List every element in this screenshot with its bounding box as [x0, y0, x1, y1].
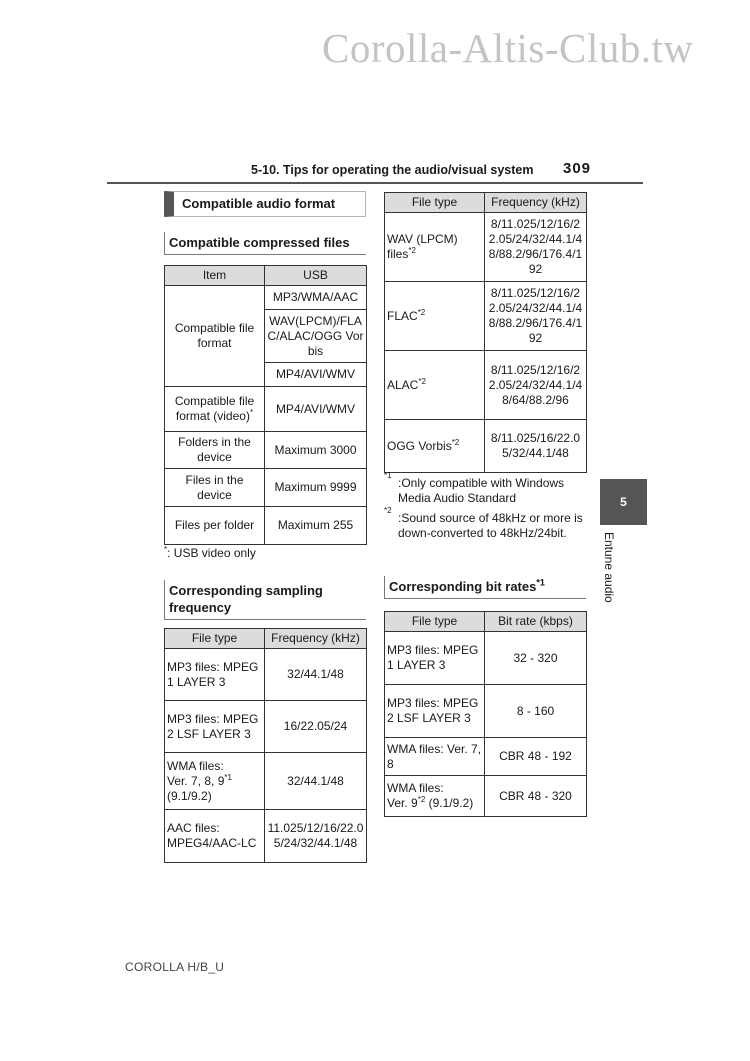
table-row — [165, 286, 367, 310]
file-type-cell — [385, 776, 485, 817]
file-type-text: (9.1/9.2) — [167, 788, 212, 803]
bit-rate-cell: 8 - 160 — [485, 685, 587, 738]
compressed-files-heading: Compatible compressed files — [164, 232, 366, 255]
file-type-cell: AAC files: MPEG4/AAC-LC — [165, 810, 265, 863]
footnote-mark: * — [249, 408, 254, 417]
footnote: *1 :Only compatible with Windows Media Audio Standard — [384, 476, 586, 506]
column-header: Item — [165, 266, 265, 286]
column-header: File type — [165, 629, 265, 649]
file-type-text: ALAC — [387, 377, 419, 392]
column-header: USB — [265, 266, 367, 286]
footnote-mark: *2 — [417, 795, 426, 804]
table-row — [165, 432, 367, 469]
file-type-cell — [385, 420, 485, 473]
watermark: Corolla-Altis-Club.tw — [322, 25, 694, 71]
table-row — [385, 632, 587, 685]
file-type-cell: MP3 files: MPEG 1 LAYER 3 — [165, 649, 265, 701]
table-row — [165, 810, 367, 863]
file-type-cell — [385, 213, 485, 282]
frequency-cell: 32/44.1/48 — [265, 753, 367, 810]
cell-value: Maximum 255 — [265, 507, 367, 545]
footnote-mark: *2 — [417, 307, 426, 317]
footnote-mark: *2 — [451, 437, 460, 447]
row-label — [165, 387, 265, 432]
column-header: Frequency (kHz) — [265, 629, 367, 649]
cell-value: Maximum 9999 — [265, 469, 367, 507]
file-type-text: WMA files: — [387, 781, 444, 795]
row-label-text: Compatible file format (video) — [174, 394, 255, 423]
footnote-text: :Only compatible with Windows Media Audio Standard — [398, 476, 565, 505]
frequency-cell: 8/11.025/12/16/22.05/24/32/44.1/48/64/88.2/96 — [485, 351, 587, 420]
chapter-label: Entune audio — [602, 532, 616, 603]
row-label: Compatible file format — [165, 286, 265, 387]
frequency-cell: 32/44.1/48 — [265, 649, 367, 701]
table-row — [165, 753, 367, 810]
page-number: 309 — [563, 160, 592, 177]
table-row — [385, 776, 587, 817]
file-type-text: (9.1/9.2) — [425, 796, 474, 810]
sampling-frequency-table — [164, 628, 367, 863]
table-row — [165, 649, 367, 701]
bit-rate-cell: CBR 48 - 320 — [485, 776, 587, 817]
file-type-cell: MP3 files: MPEG 2 LSF LAYER 3 — [385, 685, 485, 738]
bit-rate-cell: 32 - 320 — [485, 632, 587, 685]
lossless-frequency-table — [384, 192, 587, 473]
chapter-tab — [600, 479, 647, 525]
chapter-number: 5 — [620, 495, 627, 509]
table-header-row — [165, 266, 367, 286]
file-type-text: WAV (LPCM) files — [387, 232, 458, 261]
table-row — [385, 282, 587, 351]
footnote-text: : USB video only — [167, 546, 256, 560]
frequency-cell: 8/11.025/12/16/22.05/24/32/44.1/48/88.2/96/176.4/192 — [485, 213, 587, 282]
table-header-row — [385, 612, 587, 632]
footer-model: COROLLA H/B_U — [125, 960, 225, 974]
table-header-row — [385, 193, 587, 213]
bit-rates-heading-text: Corresponding bit rates — [389, 579, 537, 594]
frequency-cell: 11.025/12/16/22.05/24/32/44.1/48 — [265, 810, 367, 863]
file-type-cell: WMA files: Ver. 7, 8 — [385, 738, 485, 776]
table-row — [385, 685, 587, 738]
file-type-text: FLAC — [387, 308, 418, 323]
row-label: Folders in the device — [165, 432, 265, 469]
footnote-mark: *1 — [224, 772, 232, 782]
table-row — [385, 213, 587, 282]
footnote-mark: *2 — [418, 376, 426, 386]
row-label: Files in the device — [165, 469, 265, 507]
table-row — [165, 387, 367, 432]
file-type-cell: MP3 files: MPEG 1 LAYER 3 — [385, 632, 485, 685]
sampling-frequency-heading: Corresponding sampling frequency — [164, 580, 366, 620]
column-header: Frequency (kHz) — [485, 193, 587, 213]
header-rule — [107, 182, 643, 184]
column-header: File type — [385, 612, 485, 632]
table-row — [165, 507, 367, 545]
table-row — [385, 420, 587, 473]
column-header: File type — [385, 193, 485, 213]
section-title: 5-10. Tips for operating the audio/visual system — [251, 163, 534, 177]
footnote-mark: *2 — [408, 246, 416, 255]
file-type-text: Ver. 9 — [387, 796, 418, 810]
bit-rates-table — [384, 611, 587, 817]
footnote-text: :Sound source of 48kHz or more is down-converted to 48kHz/24bit. — [398, 511, 583, 540]
frequency-cell: 8/11.025/12/16/22.05/24/32/44.1/48/88.2/96/176.4/192 — [485, 282, 587, 351]
table-row — [165, 469, 367, 507]
cell-value: WAV(LPCM)/FLAC/ALAC/OGG Vorbis — [265, 310, 367, 363]
file-type-text: WMA files: — [167, 758, 224, 773]
table-header-row — [165, 629, 367, 649]
file-type-text: Ver. 7, 8, 9 — [167, 773, 225, 788]
file-type-cell — [385, 351, 485, 420]
row-label: Files per folder — [165, 507, 265, 545]
frequency-cell: 16/22.05/24 — [265, 701, 367, 753]
cell-value: MP3/WMA/AAC — [265, 286, 367, 310]
footnote-mark: *1 — [536, 577, 545, 588]
bit-rate-cell: CBR 48 - 192 — [485, 738, 587, 776]
section-heading: Compatible audio format — [164, 191, 366, 217]
cell-value: Maximum 3000 — [265, 432, 367, 469]
column-header: Bit rate (kbps) — [485, 612, 587, 632]
table-row — [385, 351, 587, 420]
frequency-cell: 8/11.025/16/22.05/32/44.1/48 — [485, 420, 587, 473]
cell-value: MP4/AVI/WMV — [265, 363, 367, 387]
file-type-cell — [385, 282, 485, 351]
table-row — [165, 701, 367, 753]
file-type-text: OGG Vorbis — [387, 438, 452, 453]
file-type-cell: MP3 files: MPEG 2 LSF LAYER 3 — [165, 701, 265, 753]
footnote-mark: * — [164, 545, 168, 554]
compressed-files-table — [164, 265, 367, 545]
footnote — [164, 546, 366, 561]
file-type-cell — [165, 753, 265, 810]
footnote: *2 :Sound source of 48kHz or more is down-converted to 48kHz/24bit. — [384, 511, 586, 541]
table-row — [385, 738, 587, 776]
bit-rates-heading — [384, 576, 586, 599]
cell-value: MP4/AVI/WMV — [265, 387, 367, 432]
